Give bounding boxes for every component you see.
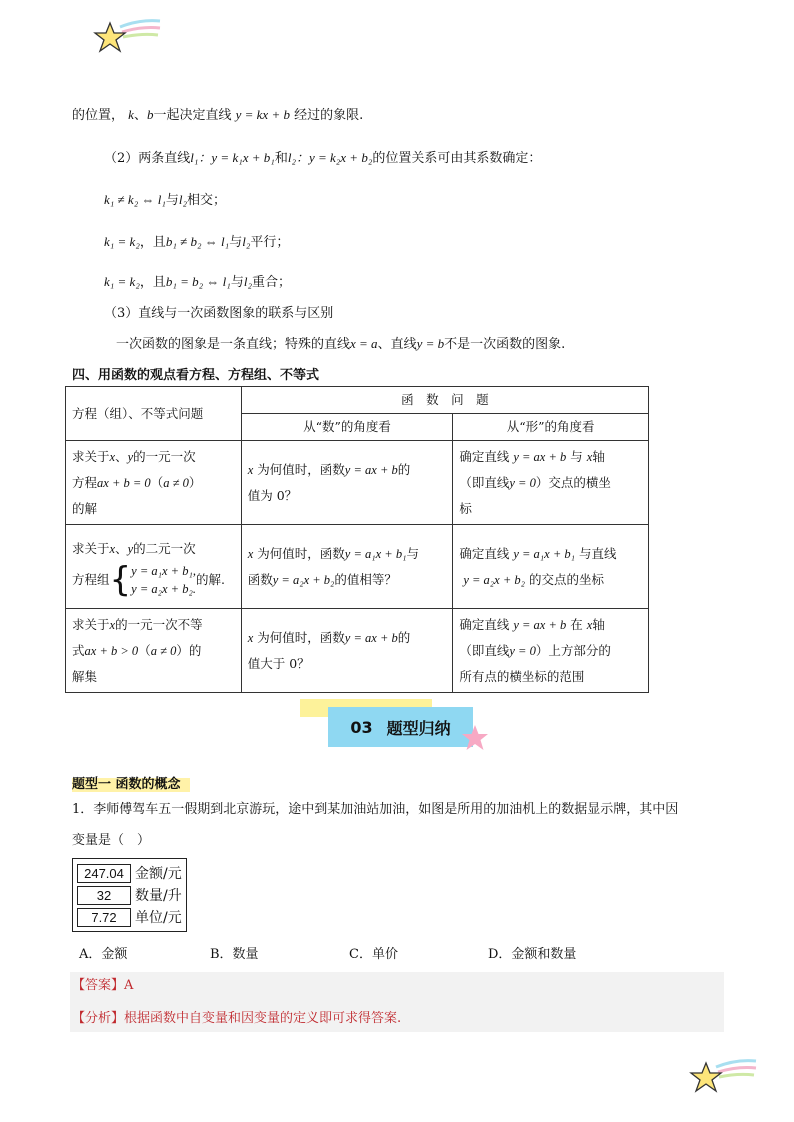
amount-value: 247.04 (77, 864, 131, 883)
row2-number-cell: x 为何值时，函数y = a₁x + b₁与 函数y = a₂x + b₂的值相等？ (241, 525, 453, 609)
shooting-star-icon-top (92, 15, 164, 57)
function-equation-table (65, 386, 649, 693)
option-a[interactable]: A．金额 (79, 947, 128, 962)
paragraph-line-1: 的位置， k、b一起决定直线 y = kx + b 经过的象限. (72, 107, 364, 123)
answer-value: A (124, 978, 134, 993)
header-shape-view: 从“形”的角度看 (453, 414, 649, 441)
banner-title: 题型归纳 (386, 718, 451, 738)
paragraph-line-5: k₁ = k₂，且b₁ = b₂ ⇔ l₁与l₂重合； (104, 274, 291, 290)
left-brace: { (109, 559, 132, 600)
display-row-quantity (77, 884, 182, 906)
unit-price-label: 单位/元 (135, 910, 182, 926)
header-number-view: 从“数”的角度看 (241, 414, 453, 441)
option-d[interactable]: D．金额和数量 (488, 947, 577, 962)
row1-equation-cell: 求关于x、y的一元一次 方程ax + b = 0（a ≠ 0） 的解 (66, 441, 242, 525)
row3-equation-cell: 求关于x的一元一次不等 式ax + b > 0（a ≠ 0）的 解集 (66, 609, 242, 693)
row3-shape-cell: 确定直线 y = ax + b 在 x轴 （即直线y = 0）上方部分的 所有点的横坐标的范围 (453, 609, 649, 693)
display-row-unit-price (77, 906, 182, 928)
paragraph-line-6: （3）直线与一次函数图象的联系与区别 (104, 306, 334, 321)
quantity-value: 32 (77, 886, 131, 905)
section-banner (300, 699, 490, 759)
question-1-line-2: 变量是（ ） (72, 833, 151, 848)
paragraph-line-2: （2）两条直线l₁：y = k₁x + b₁和l₂：y = k₂x + b₂的位置关系可由其系数确定： (104, 150, 542, 166)
section-4-title: 四、用函数的观点看方程、方程组、不等式 (72, 368, 320, 383)
unit-price-value: 7.72 (77, 908, 131, 927)
row2-equation-cell: 求关于x、y的二元一次 方程组 { y = a₁x + b₁, y = a₂x + b₂. 的解. (66, 525, 242, 609)
answer-line (72, 977, 133, 995)
amount-label: 金额/元 (135, 866, 182, 882)
quantity-label: 数量/升 (135, 888, 182, 904)
analysis-text: 根据函数中自变量和因变量的定义即可求得答案. (124, 1011, 402, 1026)
option-c[interactable]: C．单价 (349, 947, 398, 962)
pink-star-icon (460, 723, 490, 753)
row2-shape-cell: 确定直线 y = a₁x + b₁ 与直线 y = a₂x + b₂ 的交点的坐标 (453, 525, 649, 609)
row1-shape-cell: 确定直线 y = ax + b 与 x轴 （即直线y = 0）交点的横坐 标 (453, 441, 649, 525)
row3-number-cell: x 为何值时，函数y = ax + b的 值大于 0？ (241, 609, 453, 693)
answer-tag: 【答案】 (72, 978, 125, 993)
paragraph-line-7: 一次函数的图象是一条直线；特殊的直线x = a、直线y = b不是一次函数的图象. (116, 336, 566, 352)
paragraph-line-4: k₁ = k₂，且b₁ ≠ b₂ ⇔ l₁与l₂平行； (104, 234, 290, 250)
analysis-line (72, 1010, 401, 1028)
question-1-line-1: 1．李师傅驾车五一假期到北京游玩，途中到某加油站加油，如图是所用的加油机上的数据显示牌，其中因 (72, 802, 679, 817)
paragraph-line-3: k₁ ≠ k₂ ⇔ l₁与l₂相交； (104, 192, 227, 208)
option-b[interactable]: B．数量 (210, 947, 259, 962)
row1-number-cell: x 为何值时，函数y = ax + b的 值为 0？ (241, 441, 453, 525)
type-1-title: 题型一 函数的概念 (72, 777, 181, 792)
header-function-problem: 函 数 问 题 (241, 387, 648, 414)
pump-display-panel (72, 858, 187, 932)
display-row-amount (77, 862, 182, 884)
banner-number: 03 (350, 717, 373, 737)
analysis-tag: 【分析】 (72, 1011, 125, 1026)
shooting-star-icon-bottom (688, 1055, 760, 1097)
header-equation-problem: 方程（组）、不等式问题 (66, 387, 242, 441)
